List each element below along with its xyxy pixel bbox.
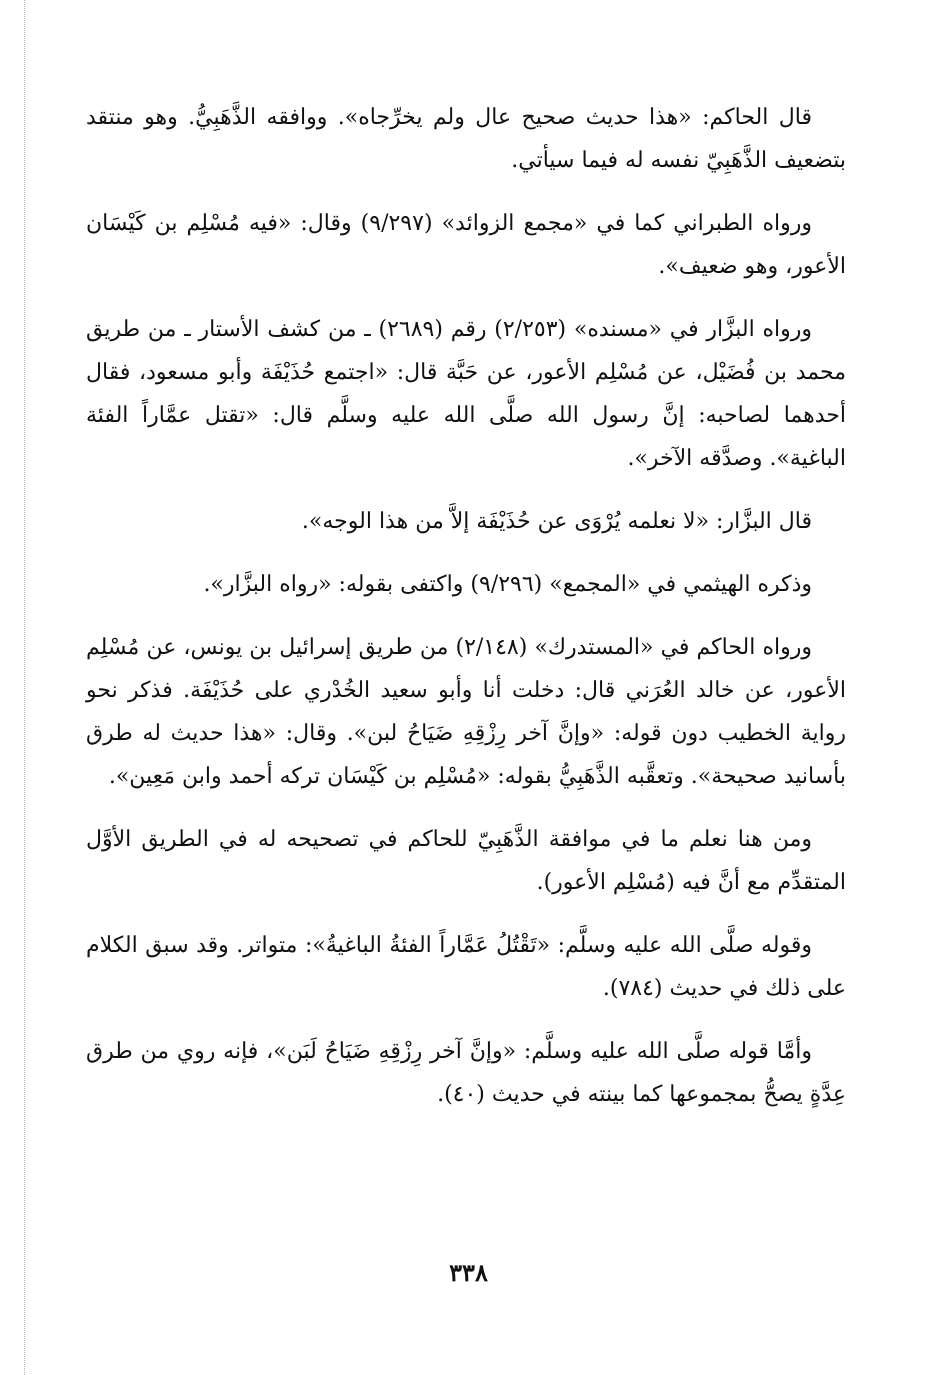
paragraph-mutawatir: وقوله صلَّى الله عليه وسلَّم: «تَقْتُلُ عَمَّاراً الفئةُ الباغيةُ»: متواتر. وقد سبق الكلام على ذلك في حديث (٧٨٤). xyxy=(86,933,846,1001)
paragraph-hakim-mustadrak: ورواه الحاكم في «المستدرك» (٢/١٤٨) من طريق إسرائيل بن يونس، عن مُسْلِم الأعور، عن خالد العُرَني قال: دخلت أنا وأبو سعيد الخُدْري على حُذَيْفَة. فذكر نحو رواية الخطيب دون قوله: «وإنَّ آخر رِزْقِهِ ضَيَاحُ لبن». وقال: «هذا حديث له طرق بأسانيد صحيحة». وتعقَّبه الذَّهَبِيُّ بقوله: «مُسْلِم بن كَيْسَان تركه أحمد وابن مَعِين». xyxy=(86,635,846,789)
paragraph-bazzar-narration: ورواه البزَّار في «مسنده» (٢/٢٥٣) رقم (٢٦٨٩) ـ من كشف الأستار ـ من طريق محمد بن فُضَيْل، عن مُسْلِم الأعور، عن حَبَّة قال: «اجتمع حُذَيْفَة وأبو مسعود، فقال أحدهما لصاحبه: إنَّ رسول الله صلَّى الله عليه وسلَّم قال: «تقتل عمَّاراً الفئة الباغية». وصدَّقه الآخر». xyxy=(86,317,846,471)
paragraph-hakim-verdict: قال الحاكم: «هذا حديث صحيح عال ولم يخرِّجاه». ووافقه الذَّهَبِيُّ. وهو منتقد بتضعيف الذَّهَبِيّ نفسه له فيما سيأتي. xyxy=(86,105,846,173)
paragraph-haythami: وذكره الهيثمي في «المجمع» (٩/٢٩٦) واكتفى بقوله: «رواه البزَّار». xyxy=(203,572,812,597)
page-number: ٣٣٨ xyxy=(449,1258,488,1287)
scan-edge-line xyxy=(24,0,25,1375)
page-body xyxy=(86,96,846,1136)
paragraph-dhahabi-agreement: ومن هنا نعلم ما في موافقة الذَّهَبِيّ للحاكم في تصحيحه له في الطريق الأوَّل المتقدِّم مع أنَّ فيه (مُسْلِم الأعور). xyxy=(86,827,846,895)
paragraph-tabarani: ورواه الطبراني كما في «مجمع الزوائد» (٩/٢٩٧) وقال: «فيه مُسْلِم بن كَيْسَان الأعور، وهو ضعيف». xyxy=(86,211,846,279)
paragraph-last-provision: وأمَّا قوله صلَّى الله عليه وسلَّم: «وإنَّ آخر رِزْقِهِ ضَيَاحُ لَبَن»، فإنه روي من طرق عِدَّةٍ يصحُّ بمجموعها كما بينته في حديث (٤٠). xyxy=(86,1039,846,1107)
paragraph-bazzar-comment: قال البزَّار: «لا نعلمه يُرْوَى عن حُذَيْفَة إلاَّ من هذا الوجه». xyxy=(301,509,812,534)
